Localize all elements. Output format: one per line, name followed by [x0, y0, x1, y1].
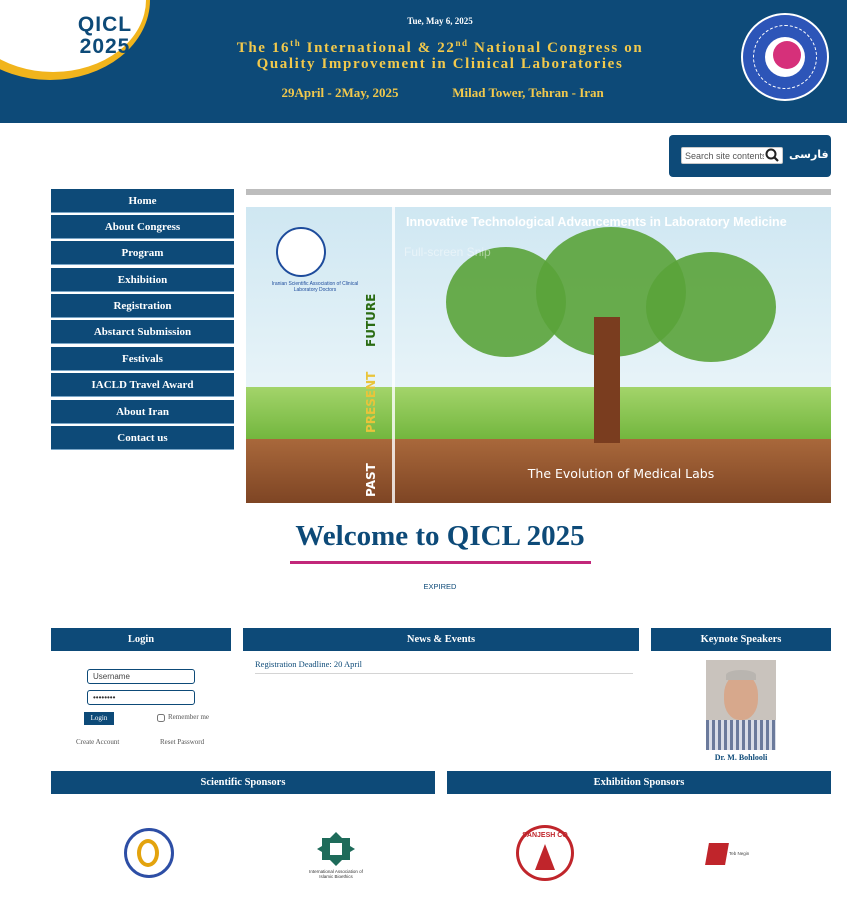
congress-dates: 29April - 2May, 2025 — [281, 85, 399, 100]
search-icon[interactable] — [763, 147, 781, 164]
association-name: Iranian Scientific Association of Clinical Laboratory Doctors — [271, 281, 359, 293]
nav-item-travel-award[interactable]: IACLD Travel Award — [51, 373, 234, 397]
sponsor-iaib-logo[interactable] — [317, 830, 355, 866]
speaker-photo[interactable] — [706, 660, 776, 750]
sponsor-teb-caption: Teb Negin — [729, 851, 750, 856]
news-item[interactable]: Registration Deadline: 20 April — [255, 659, 633, 674]
keynote-header: Keynote Speakers — [651, 628, 831, 651]
nav-item-about-congress[interactable]: About Congress — [51, 215, 234, 239]
welcome-title: Welcome to QICL 2025 — [295, 520, 585, 552]
create-account-link[interactable]: Create Account — [76, 738, 120, 746]
congress-title-line1: The 16th International & 22nd National Congress on — [236, 38, 644, 56]
news-header: News & Events — [243, 628, 639, 651]
remember-me-checkbox[interactable] — [157, 714, 165, 722]
banner-watermark: Full-screen Snip — [404, 245, 491, 259]
tree-trunk — [594, 317, 620, 443]
nav-item-contact-us[interactable]: Contact us — [51, 426, 234, 450]
language-link-farsi[interactable]: فارسی — [789, 148, 829, 161]
congress-venue: Milad Tower, Tehran - Iran — [452, 85, 604, 100]
exhibition-sponsors-header: Exhibition Sponsors — [447, 771, 831, 794]
nav-item-registration[interactable]: Registration — [51, 294, 234, 318]
banner-divider — [392, 207, 395, 503]
era-label-past: PAST — [364, 463, 378, 497]
nav-item-about-iran[interactable]: About Iran — [51, 400, 234, 424]
sponsor-pasteur-logo[interactable] — [124, 828, 174, 878]
scientific-sponsors-header: Scientific Sponsors — [51, 771, 435, 794]
sponsor-sanjesh-logo[interactable] — [516, 825, 574, 881]
banner-caption: The Evolution of Medical Labs — [527, 466, 715, 481]
sponsor-teb-logo[interactable] — [705, 843, 729, 865]
status-badge: EXPIRED — [423, 582, 457, 591]
remember-me-label: Remember me — [168, 713, 210, 721]
nav-item-exhibition[interactable]: Exhibition — [51, 268, 234, 292]
banner-grass — [246, 387, 831, 443]
qicl-logo[interactable] — [60, 14, 150, 58]
pasteur-mark-icon — [137, 839, 159, 867]
banner-headline: Innovative Technological Advancements in Laboratory Medicine — [406, 215, 787, 229]
logo-text-line2: 2025 — [79, 35, 131, 58]
hero-banner[interactable] — [246, 207, 831, 503]
congress-emblem-icon[interactable] — [741, 13, 829, 101]
nav-item-home[interactable]: Home — [51, 189, 234, 213]
emblem-q-mark — [773, 41, 801, 69]
nav-item-abstract-submission[interactable]: Abstarct Submission — [51, 320, 234, 344]
sanjesh-mark-icon — [535, 844, 555, 870]
nav-item-program[interactable]: Program — [51, 241, 234, 265]
welcome-underline — [290, 561, 591, 564]
username-input[interactable] — [87, 669, 195, 684]
banner-top-rule — [246, 189, 831, 195]
login-header: Login — [51, 628, 231, 651]
site-header — [0, 0, 847, 123]
login-button[interactable]: Login — [84, 712, 114, 725]
sanjesh-caption: SANJESH CO — [522, 832, 568, 839]
speaker-name[interactable]: Dr. M. Bohlooli — [714, 753, 768, 762]
header-date: Tue, May 6, 2025 — [407, 16, 473, 26]
congress-title-line2: Quality Improvement in Clinical Laboratories — [256, 56, 624, 72]
logo-text-line1: QICL — [77, 13, 133, 36]
era-label-present: PRESENT — [364, 371, 378, 433]
nav-item-festivals[interactable]: Festivals — [51, 347, 234, 371]
sponsor-iaib-caption: International Association of Islamic Bioethics — [309, 869, 363, 879]
era-label-future: FUTURE — [364, 293, 378, 347]
photo-face — [724, 674, 758, 720]
photo-hair — [726, 670, 756, 680]
photo-shirt — [706, 720, 776, 750]
reset-password-link[interactable]: Reset Password — [160, 738, 205, 746]
tree-canopy-right — [646, 252, 776, 362]
password-input[interactable] — [87, 690, 195, 705]
association-seal-icon — [276, 227, 326, 277]
